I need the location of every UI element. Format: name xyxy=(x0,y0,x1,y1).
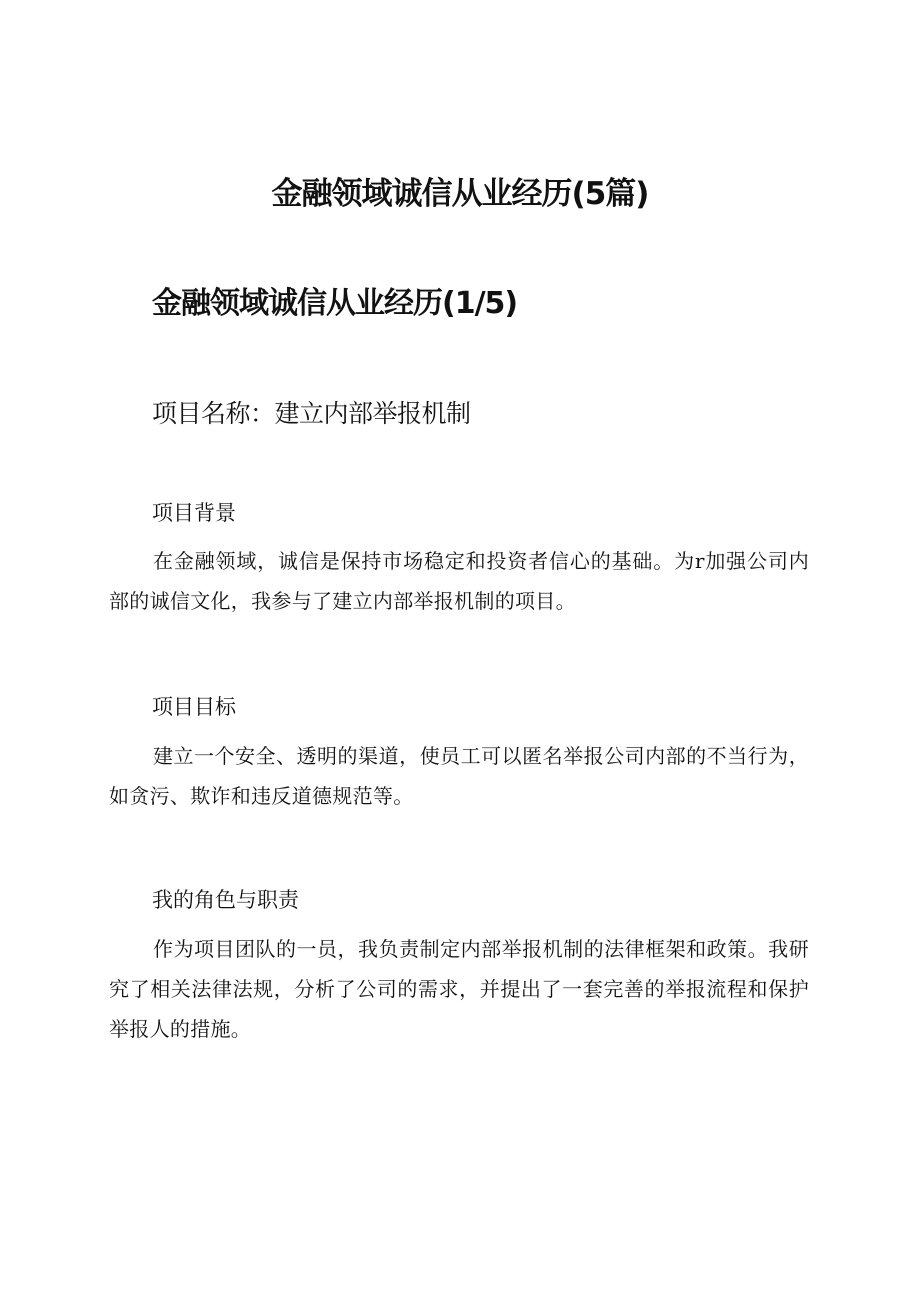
section-body-role: 作为项目团队的一员，我负责制定内部举报机制的法律框架和政策。我研究了相关法律法规，分析了公司的需求，并提出了一套完善的举报流程和保护举报人的措施。 xyxy=(109,937,809,1041)
section-body-background: 在金融领域，诚信是保持市场稳定和投资者信心的基础。为r加强公司内部的诚信文化，我参与了建立内部举报机制的项目。 xyxy=(109,549,809,613)
project-name: 项目名称：建立内部举报机制 xyxy=(152,399,471,428)
section-body-goal: 建立一个安全、透明的渠道，使员工可以匿名举报公司内部的不当行为，如贪污、欺诈和违反道德规范等。 xyxy=(109,744,809,808)
section-heading-goal: 项目目标 xyxy=(152,695,236,719)
section-heading-role: 我的角色与职责 xyxy=(152,888,299,912)
main-title: 金融领域诚信从业经历(5篇) xyxy=(271,176,649,212)
sub-title: 金融领域诚信从业经历(1/5) xyxy=(152,286,518,321)
section-heading-background: 项目背景 xyxy=(152,501,236,525)
